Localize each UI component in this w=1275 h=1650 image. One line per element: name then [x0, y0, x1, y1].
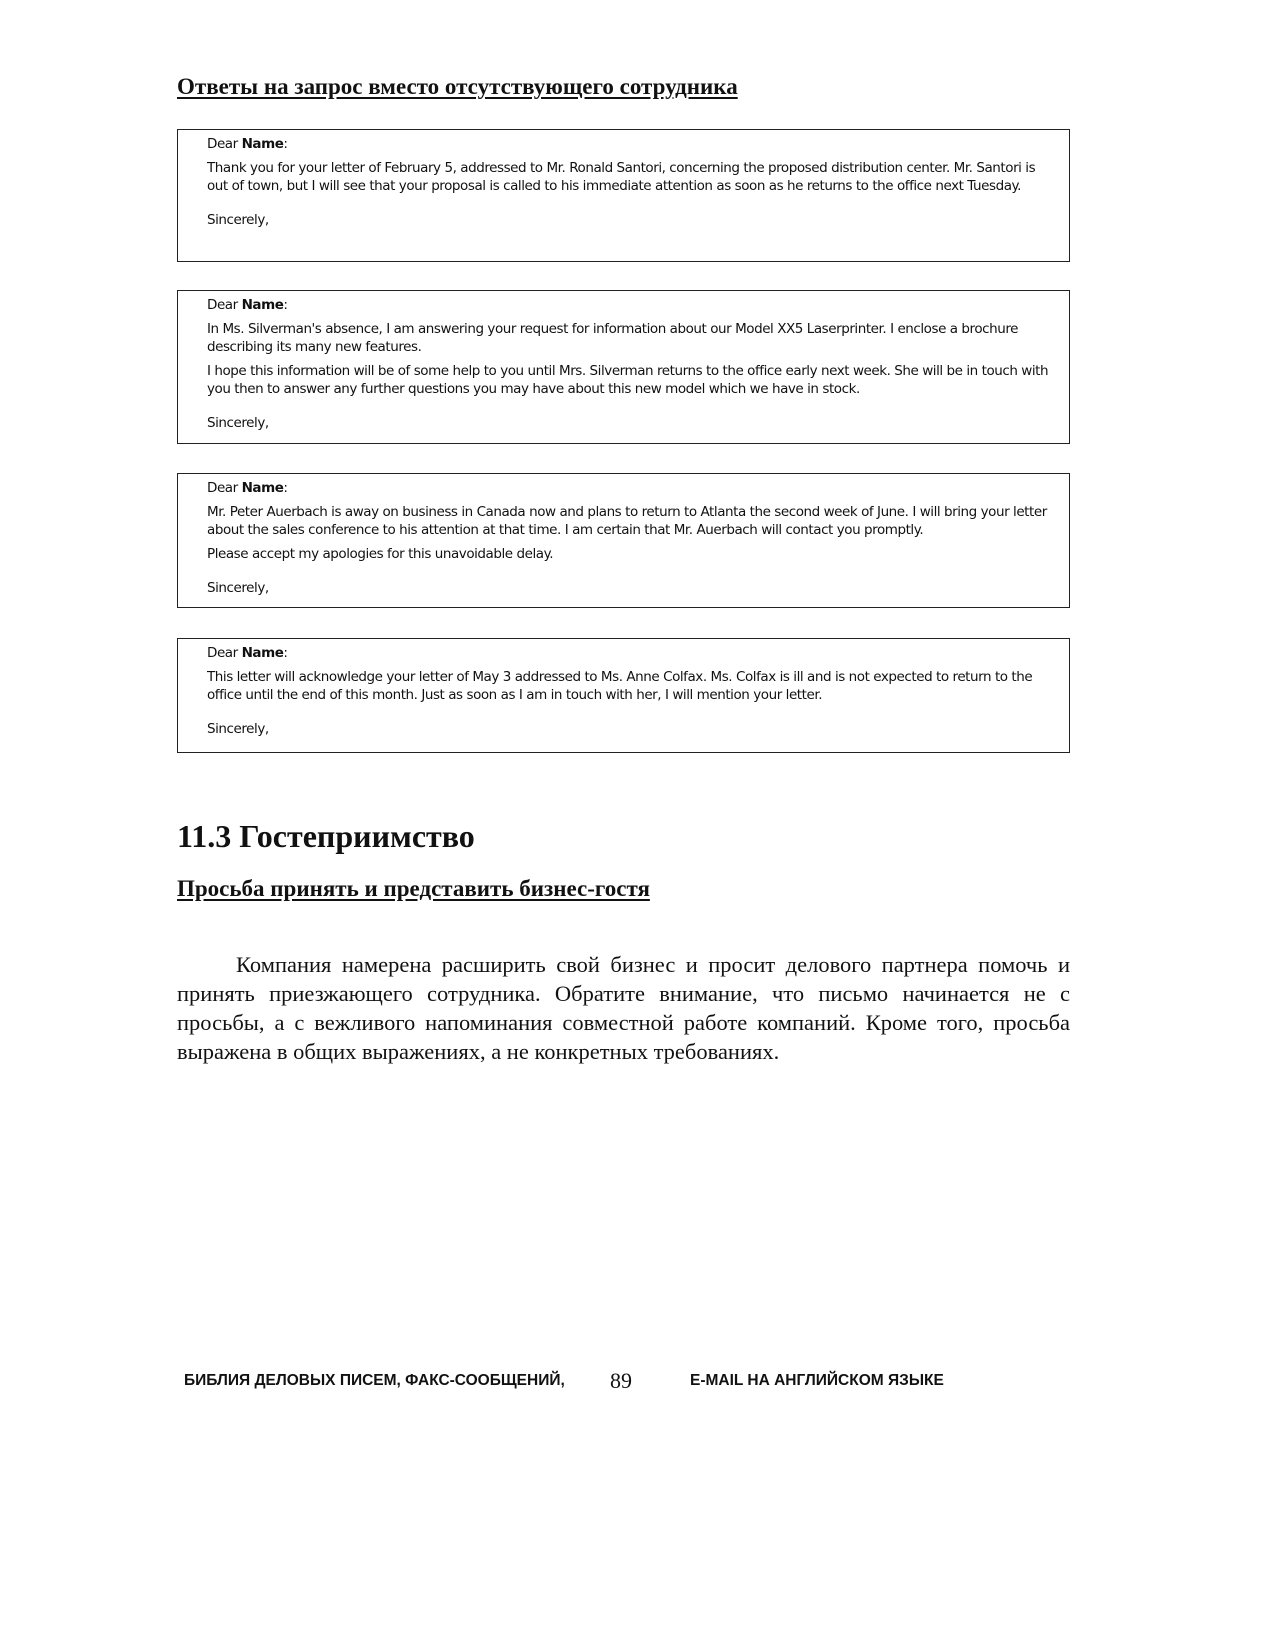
letter-salutation: Dear Name: — [207, 480, 288, 496]
page-footer — [0, 1362, 1275, 1402]
letter-salutation: Dear Name: — [207, 297, 288, 313]
letter-box-4 — [177, 638, 1070, 753]
letter-paragraph: In Ms. Silverman's absence, I am answering your request for information about our Model XX5 Laserprinter. I enclose a brochure describing its many new features. — [207, 321, 1019, 355]
salutation-name: Name — [241, 645, 284, 661]
letter-box-1 — [177, 129, 1070, 262]
letter-paragraph: Thank you for your letter of February 5, addressed to Mr. Ronald Santori, concerning the proposed distribution center. Mr. Santori is out of town, but I will see that your proposal is called to his immediate attention as soon as he returns to the office next Tuesday. — [207, 160, 1036, 194]
letter-closing: Sincerely, — [207, 721, 269, 737]
page-number: 89 — [610, 1368, 632, 1393]
footer-book-title-right: E-MAIL НА АНГЛИЙСКОМ ЯЗЫКЕ — [690, 1372, 944, 1389]
section-heading-absent-employee: Ответы на запрос вместо отсутствующего сотрудника — [177, 74, 738, 99]
letter-paragraph: Mr. Peter Auerbach is away on business in Canada now and plans to return to Atlanta the second week of June. I will bring your letter about the sales conference to his attention at that time. I am certain that Mr. Auerbach will contact you promptly. — [207, 504, 1047, 538]
letter-box-2 — [177, 290, 1070, 444]
letter-paragraph: I hope this information will be of some help to you until Mrs. Silverman returns to the office early next week. She will be in touch with you then to answer any further questions you may have about this new model which we have in stock. — [207, 363, 1049, 397]
letter-salutation: Dear Name: — [207, 645, 288, 661]
letter-closing: Sincerely, — [207, 415, 269, 431]
section-title: 11.3 Гостеприимство — [177, 818, 475, 854]
letter-closing: Sincerely, — [207, 580, 269, 596]
letter-closing: Sincerely, — [207, 212, 269, 228]
salutation-name: Name — [241, 480, 284, 496]
body-paragraph: Компания намерена расширить свой бизнес и просит делового партнера помочь и принять приезжающего сотрудника. Обратите внимание, что письмо начинается не с просьбы, а с вежливого напоминания совместной работе компаний. Кроме того, просьба выражена в общих выражениях, а не конкретных требованиях. — [177, 952, 1070, 1064]
letter-paragraph: Please accept my apologies for this unavoidable delay. — [207, 546, 554, 562]
letter-paragraph: This letter will acknowledge your letter of May 3 addressed to Ms. Anne Colfax. Ms. Colfax is ill and is not expected to return to the office until the end of this month. Just as soon as I am in touch with her, I will mention your letter. — [207, 669, 1033, 703]
letter-box-3 — [177, 473, 1070, 608]
salutation-name: Name — [241, 297, 284, 313]
salutation-name: Name — [241, 136, 284, 152]
subsection-heading: Просьба принять и представить бизнес-гостя — [177, 876, 650, 901]
footer-book-title-left: БИБЛИЯ ДЕЛОВЫХ ПИСЕМ, ФАКС-СООБЩЕНИЙ, — [184, 1372, 565, 1389]
letter-salutation: Dear Name: — [207, 136, 288, 152]
